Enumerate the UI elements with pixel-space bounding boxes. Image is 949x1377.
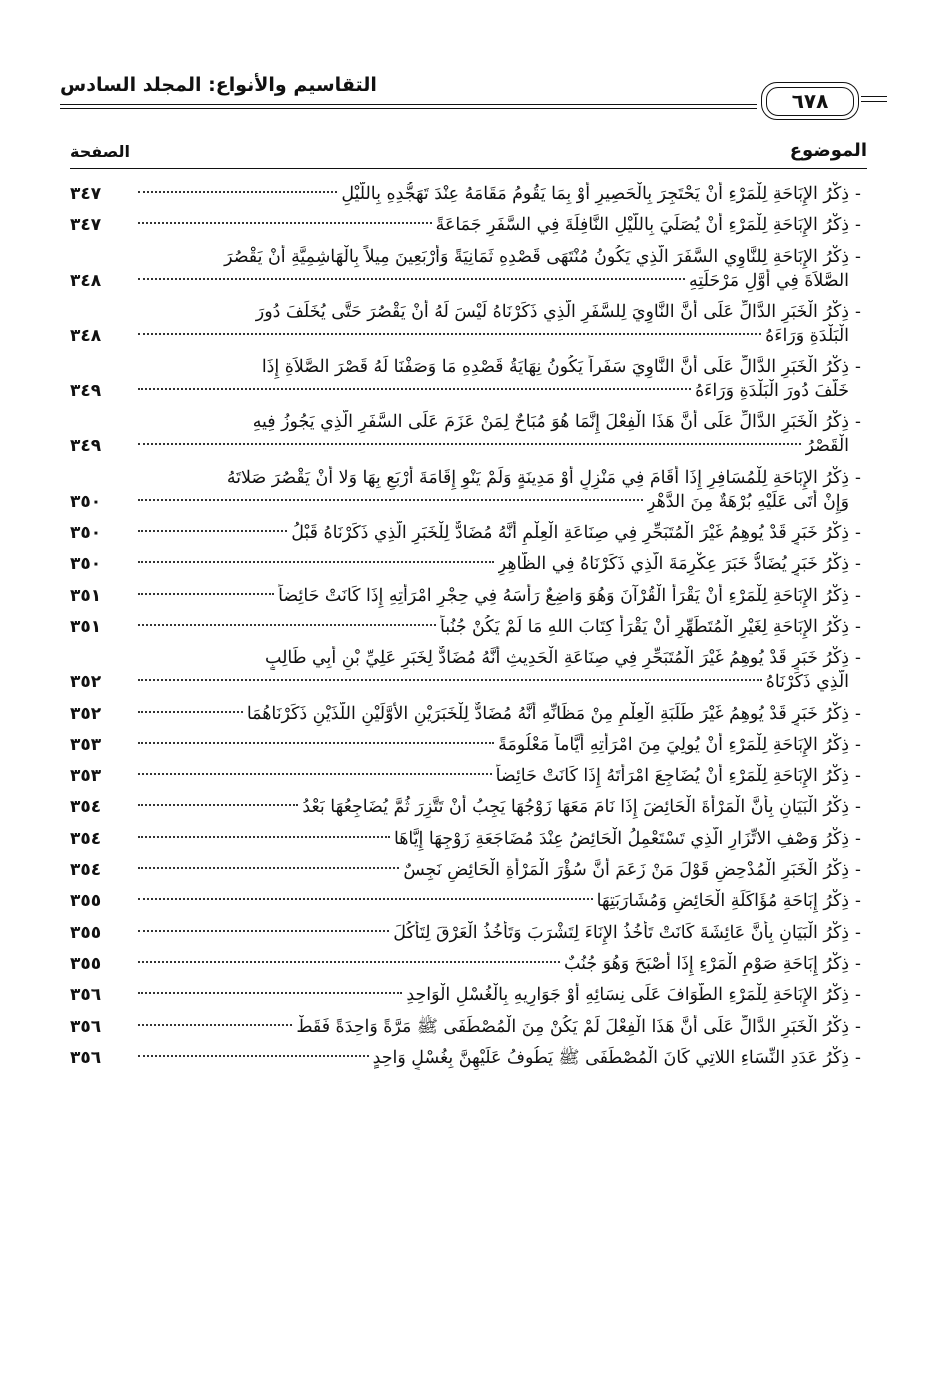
header-rule bbox=[60, 104, 757, 109]
toc-page-number: ٣٤٩ bbox=[70, 436, 102, 457]
toc-entry-line bbox=[70, 702, 867, 726]
toc-page-number: ٣٥٣ bbox=[70, 734, 102, 755]
dot-leader bbox=[138, 992, 402, 994]
toc-page-number: ٣٥٢ bbox=[70, 703, 102, 724]
dot-leader bbox=[138, 561, 494, 563]
toc-bullet: - bbox=[855, 648, 861, 669]
toc-entry-text: ذِكْرُ الإِبَاحَةِ لِلْمُسَافِرِ إِذَا أَقَامَ فِي مَنْزِلٍ أَوْ مَدِينَةٍ وَلَمْ يَنْوِ إِقَامَةَ أَرْبَعٍ بِهَا وَلا أَنْ يَقْصُرَ صَلاتَهُ bbox=[226, 467, 849, 488]
toc-entry-line bbox=[70, 921, 867, 945]
toc-entry-text: ذِكْرُ الإِبَاحَةِ لِلنَّاوِي السَّفَرَ الَّذِي يَكُونُ مُنْتَهَى قَصْدِهِ ثَمَانِيَةً وَأَرْبَعِينَ مِيلاً بِالْهَاشِمِيَّةِ أَنْ يَقْصُرَ bbox=[224, 246, 849, 267]
toc-entry-text: ذِكْرُ الْبَيَانِ بِأَنَّ الْمَرْأَةَ الْحَائِضَ إِذَا نَامَ مَعَهَا زَوْجُهَا يَجِبُ أَنْ تَتَّزِرَ ثُمَّ يُضَاجِعُهَا بَعْدُ bbox=[302, 797, 849, 818]
toc-bullet: - bbox=[855, 616, 861, 637]
toc-entry bbox=[70, 889, 867, 913]
toc-entry bbox=[70, 702, 867, 726]
toc-page-number: ٣٥٦ bbox=[70, 985, 102, 1006]
toc-page-number: ٣٥٤ bbox=[70, 860, 102, 881]
toc-page-number: ٣٥٥ bbox=[70, 953, 102, 974]
dot-leader bbox=[138, 711, 243, 713]
dot-leader bbox=[138, 443, 801, 445]
dot-leader bbox=[138, 499, 643, 501]
toc-bullet: - bbox=[855, 985, 861, 1006]
toc-entry bbox=[70, 300, 867, 348]
toc-bullet: - bbox=[855, 554, 861, 575]
toc-entry bbox=[70, 795, 867, 819]
toc-entry-text: ذِكْرُ الْخَبَرِ الدَّالِّ عَلَى أَنَّ هَذَا الْفِعْلَ إِنَّمَا هُوَ مُبَاحٌ لِمَنْ عَزَمَ عَلَى السَّفَرِ الَّذِي يَجُوزُ فِيهِ bbox=[252, 412, 849, 433]
toc-entry-text: خَلَّفَ دُورَ الْبَلْدَةِ وَرَاءَهُ bbox=[695, 381, 849, 402]
page-header bbox=[60, 70, 887, 120]
toc-page-number: ٣٥١ bbox=[70, 616, 102, 637]
dot-leader bbox=[138, 961, 560, 963]
toc-entry-line bbox=[70, 952, 867, 976]
toc-bullet: - bbox=[855, 585, 861, 606]
toc-entry-line bbox=[70, 213, 867, 237]
dot-leader bbox=[138, 593, 274, 595]
toc-bullet: - bbox=[855, 215, 861, 236]
toc-entry bbox=[70, 646, 867, 694]
dot-leader bbox=[138, 388, 691, 390]
toc-bullet: - bbox=[855, 828, 861, 849]
toc-entry bbox=[70, 615, 867, 639]
toc-entry bbox=[70, 410, 867, 458]
toc-entry bbox=[70, 466, 867, 514]
dot-leader bbox=[138, 930, 389, 932]
toc-entry bbox=[70, 182, 867, 206]
toc-entry bbox=[70, 1046, 867, 1070]
toc-entry-line bbox=[70, 646, 867, 670]
dot-leader bbox=[138, 278, 685, 280]
toc-entry-line bbox=[70, 379, 867, 403]
toc-entry bbox=[70, 245, 867, 293]
toc-bullet: - bbox=[855, 1047, 861, 1068]
toc-page-number: ٣٥٥ bbox=[70, 891, 102, 912]
toc-page-number: ٣٤٩ bbox=[70, 381, 102, 402]
toc-bullet: - bbox=[855, 922, 861, 943]
toc-entry-line bbox=[70, 300, 867, 324]
toc-entry-text: ذِكْرُ إِبَاحَةِ صَوْمِ الْمَرْءِ إِذَا أَصْبَحَ وَهُوَ جُنُبٌ bbox=[564, 953, 849, 974]
toc-entry-text: ذِكْرُ وَصْفِ الاتِّزَارِ الَّذِي تَسْتَعْمِلُ الْحَائِضُ عِنْدَ مُضَاجَعَةِ زَوْجِهَا إِيَّاهَا bbox=[393, 828, 849, 849]
toc-entry-text: الصَّلاَةَ فِي أَوَّلِ مَرْحَلَتِهِ bbox=[689, 270, 849, 291]
toc-entry-line bbox=[70, 521, 867, 545]
toc-entry-line bbox=[70, 615, 867, 639]
toc-entry-text: ذِكْرُ الْخَبَرِ الدَّالِّ عَلَى أَنَّ النَّاوِيَ سَفَراً يَكُونُ نِهَايَةُ قَصْدِهِ مَا وَصَفْنَا لَهُ قَصْرَ الصَّلاَةِ إِذَا bbox=[261, 357, 849, 378]
dot-leader bbox=[138, 804, 298, 806]
dot-leader bbox=[138, 742, 494, 744]
toc-entry-line bbox=[70, 490, 867, 514]
toc-page-number: ٣٤٨ bbox=[70, 325, 102, 346]
toc-entry-text: ذِكْرُ الإِبَاحَةِ لِلْمَرْءِ أَنْ يُصَلِّيَ بِاللَّيْلِ النَّافِلَةَ فِي السَّفَرِ جَمَاعَةً bbox=[435, 215, 849, 236]
column-label-topic: الموضوع bbox=[789, 140, 867, 161]
toc-entry-line bbox=[70, 410, 867, 434]
toc-entry bbox=[70, 858, 867, 882]
toc-entry-line bbox=[70, 983, 867, 1007]
toc-entry bbox=[70, 355, 867, 403]
dot-leader bbox=[138, 773, 492, 775]
dot-leader bbox=[138, 679, 762, 681]
toc-entry bbox=[70, 521, 867, 545]
toc-entry bbox=[70, 764, 867, 788]
toc-page-number: ٣٥٦ bbox=[70, 1047, 102, 1068]
toc-entry-line bbox=[70, 670, 867, 694]
toc-page-number: ٣٥٤ bbox=[70, 797, 102, 818]
toc-entry bbox=[70, 921, 867, 945]
toc-bullet: - bbox=[855, 1016, 861, 1037]
dot-leader bbox=[138, 867, 399, 869]
toc-entry bbox=[70, 584, 867, 608]
dot-leader bbox=[138, 530, 287, 532]
toc-entry-text: ذِكْرُ الإِبَاحَةِ لِلْمَرْءِ أَنْ يَقْرَأَ الْقُرْآنَ وَهُوَ وَاضِعٌ رَأْسَهُ فِي حِجْرِ امْرَأَتِهِ إِذَا كَانَتْ حَائِضاً bbox=[278, 585, 849, 606]
toc-entry-text: ذِكْرُ الإِبَاحَةِ لِلْمَرْءِ أَنْ يُولِيَ مِنَ امْرَأَتِهِ أَيَّاماً مَعْلُومَةً bbox=[498, 734, 849, 755]
toc-entry-line bbox=[70, 245, 867, 269]
toc-bullet: - bbox=[855, 891, 861, 912]
toc-page-number: ٣٥٢ bbox=[70, 672, 102, 693]
toc-entry-text: ذِكْرُ الإِبَاحَةِ لِلْمَرْءِ أَنْ يَحْتَجِرَ بِالْحَصِيرِ أَوْ بِمَا يَقُومُ مَقَامَهُ عِنْدَ تَهَجُّدِهِ بِاللَّيْلِ bbox=[341, 184, 849, 204]
toc-entry-line bbox=[70, 324, 867, 348]
toc-entry-text: ذِكْرُ خَبَرٍ يُضَادُّ خَبَرَ عِكْرِمَةَ الَّذِي ذَكَرْنَاهُ فِي الظَّاهِرِ bbox=[497, 554, 849, 575]
toc-bullet: - bbox=[855, 703, 861, 724]
toc-entry-text: ذِكْرُ خَبَرٍ قَدْ يُوهِمُ غَيْرَ طَلَبَةِ الْعِلْمِ مِنْ مَظَانِّهِ أَنَّهُ مُضَادٌّ لِلْخَبَرَيْنِ الأَوَّلَيْنِ اللَّذَيْنِ ذَكَرْنَاهُمَا bbox=[246, 703, 849, 724]
toc-entry-line bbox=[70, 355, 867, 379]
toc-entry bbox=[70, 552, 867, 576]
toc-entry-line bbox=[70, 827, 867, 851]
toc-entry-text: ذِكْرُ الْبَيَانِ بِأَنَّ عَائِشَةَ كَانَتْ تَأْخُذُ الإِنَاءَ لِتَشْرَبَ وَتَأْخُذُ الْعَرْقَ لِتَأْكُلَ bbox=[393, 922, 849, 943]
toc-bullet: - bbox=[855, 953, 861, 974]
toc-bullet: - bbox=[855, 184, 861, 204]
toc-entry-text: ذِكْرُ الإِبَاحَةِ لِلْمَرْءِ الطَّوَافَ عَلَى نِسَائِهِ أَوْ جَوَارِيهِ بِالْغُسْلِ الْوَاحِدِ bbox=[406, 985, 849, 1006]
toc-entry bbox=[70, 952, 867, 976]
toc-entry-text: ذِكْرُ الْخَبَرِ الْمُدْحِضِ قَوْلَ مَنْ زَعَمَ أَنَّ سُؤْرَ الْمَرْأَةِ الْحَائِضِ نَجِسٌ bbox=[403, 860, 849, 881]
toc-entry-line bbox=[70, 764, 867, 788]
header-ornament bbox=[861, 96, 887, 102]
toc-entry-text: ذِكْرُ خَبَرٍ قَدْ يُوهِمُ غَيْرَ الْمُتَبَحِّرِ فِي صِنَاعَةِ الْعِلْمِ أَنَّهُ مُضَادٌّ لِلْخَبَرِ الَّذِي ذَكَرْنَاهُ قَبْلُ bbox=[291, 523, 849, 544]
toc-bullet: - bbox=[855, 734, 861, 755]
toc-entry bbox=[70, 827, 867, 851]
dot-leader bbox=[138, 624, 436, 626]
toc-entry-text: ذِكْرُ خَبَرٍ قَدْ يُوهِمُ غَيْرَ الْمُتَبَحِّرِ فِي صِنَاعَةِ الْحَدِيثِ أَنَّهُ مُضَادٌّ لِخَبَرِ عَلِيِّ بْنِ أَبِي طَالِبٍ bbox=[265, 648, 849, 669]
toc-entry-line bbox=[70, 1015, 867, 1039]
toc-entry bbox=[70, 733, 867, 757]
toc-bullet: - bbox=[855, 797, 861, 818]
dot-leader bbox=[138, 333, 761, 335]
toc-entry-text: وَإِنْ أَتَى عَلَيْهِ بُرْهَةٌ مِنَ الدَّهْرِ bbox=[646, 491, 849, 512]
toc-page-number: ٣٤٧ bbox=[70, 215, 102, 236]
toc-entry-line bbox=[70, 552, 867, 576]
toc-entry-text: ذِكْرُ الْخَبَرِ الدَّالِّ عَلَى أَنَّ النَّاوِيَ لِلسَّفَرِ الَّذِي ذَكَرْنَاهُ لَيْسَ لَهُ أَنْ يَقْصُرَ حَتَّى يُخَلِّفَ دُورَ bbox=[255, 301, 849, 322]
toc-bullet: - bbox=[855, 412, 861, 433]
toc-page-number: ٣٥١ bbox=[70, 585, 102, 606]
toc-entry-line bbox=[70, 795, 867, 819]
toc-entry-text: ذِكْرُ الْخَبَرِ الدَّالِّ عَلَى أَنَّ هَذَا الْفِعْلَ لَمْ يَكُنْ مِنَ الْمُصْطَفَى ﷺ مَرَّةً وَاحِدَةً فَقَطْ bbox=[296, 1016, 849, 1037]
toc-page-number: ٣٥٦ bbox=[70, 1016, 102, 1037]
dot-leader bbox=[138, 191, 337, 193]
toc-entry-text: ذِكْرُ إِبَاحَةِ مُؤَاكَلَةِ الْحَائِضِ وَمُشَارَبَتِهَا bbox=[596, 891, 849, 912]
toc-entry-text: ذِكْرُ الإِبَاحَةِ لِلْمَرْءِ أَنْ يُضَاجِعَ امْرَأَتَهُ إِذَا كَانَتْ حَائِضاً bbox=[495, 766, 849, 787]
toc-entry-text: ذِكْرُ عَدَدِ النِّسَاءِ اللاتِي كَانَ الْمُصْطَفَى ﷺ يَطُوفُ عَلَيْهِنَّ بِغُسْلٍ وَاحِدٍ bbox=[372, 1047, 849, 1068]
column-rule bbox=[70, 168, 867, 169]
toc-entry-text: ذِكْرُ الإِبَاحَةِ لِغَيْرِ الْمُتَطَهِّرِ أَنْ يَقْرَأَ كِتَابَ اللهِ مَا لَمْ يَكُنْ جُنُباً bbox=[439, 616, 849, 637]
toc-entry-line bbox=[70, 858, 867, 882]
toc-entry-text: الْبَلْدَةِ وَرَاءَهُ bbox=[765, 325, 849, 346]
toc-entry bbox=[70, 983, 867, 1007]
toc-entry-text: الْقَصْرُ bbox=[805, 436, 849, 457]
table-of-contents bbox=[70, 182, 867, 1070]
dot-leader bbox=[138, 1024, 292, 1026]
toc-page-number: ٣٤٨ bbox=[70, 270, 102, 291]
page-number: ٦٧٨ bbox=[766, 87, 854, 116]
toc-page-number: ٣٥٠ bbox=[70, 554, 102, 575]
toc-page-number: ٣٥٠ bbox=[70, 491, 102, 512]
toc-bullet: - bbox=[855, 301, 861, 322]
running-title: التقاسيم والأنواع: المجلد السادس bbox=[60, 74, 377, 96]
toc-page-number: ٣٤٧ bbox=[70, 184, 102, 204]
toc-page-number: ٣٥٤ bbox=[70, 828, 102, 849]
toc-entry-line bbox=[70, 434, 867, 458]
dot-leader bbox=[138, 836, 390, 838]
toc-entry-line bbox=[70, 889, 867, 913]
toc-bullet: - bbox=[855, 766, 861, 787]
toc-entry-line bbox=[70, 182, 867, 206]
toc-bullet: - bbox=[855, 523, 861, 544]
toc-entry-line bbox=[70, 733, 867, 757]
toc-entry-line bbox=[70, 584, 867, 608]
toc-page-number: ٣٥٠ bbox=[70, 523, 102, 544]
toc-bullet: - bbox=[855, 357, 861, 378]
toc-entry-text: الَّذِي ذَكَرْنَاهُ bbox=[765, 672, 849, 693]
toc-entry bbox=[70, 1015, 867, 1039]
toc-entry-line bbox=[70, 1046, 867, 1070]
toc-bullet: - bbox=[855, 467, 861, 488]
page-number-frame bbox=[761, 82, 859, 120]
dot-leader bbox=[138, 222, 432, 224]
column-label-page: الصفحة bbox=[70, 142, 131, 161]
toc-bullet: - bbox=[855, 860, 861, 881]
toc-entry-line bbox=[70, 466, 867, 490]
toc-page-number: ٣٥٥ bbox=[70, 922, 102, 943]
toc-bullet: - bbox=[855, 246, 861, 267]
toc-page-number: ٣٥٣ bbox=[70, 766, 102, 787]
toc-entry bbox=[70, 213, 867, 237]
dot-leader bbox=[138, 1055, 369, 1057]
dot-leader bbox=[138, 898, 593, 900]
toc-entry-line bbox=[70, 269, 867, 293]
